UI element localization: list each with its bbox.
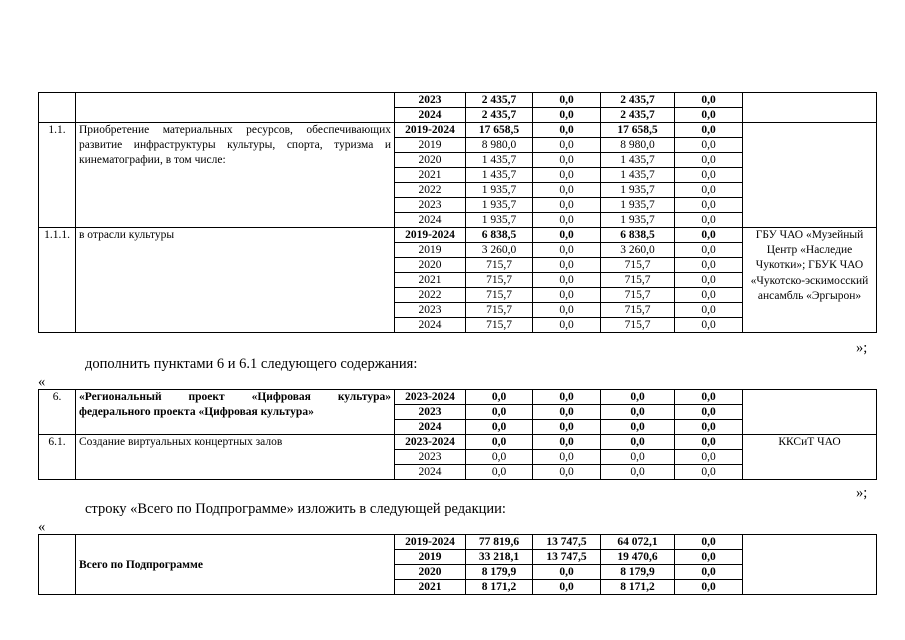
year-cell: 2024 bbox=[395, 420, 466, 435]
total-label: Всего по Подпрограмме bbox=[76, 535, 395, 595]
regional-budget-cell: 19 470,6 bbox=[601, 550, 675, 565]
executor-cell: ГБУ ЧАО «Музейный Центр «Наследие Чукотки»; ГБУК ЧАО «Чукотско-эскимосский ансамбль «Эргырон» bbox=[743, 228, 877, 333]
year-cell: 2019 bbox=[395, 550, 466, 565]
local-budget-cell: 0,0 bbox=[675, 213, 743, 228]
local-budget-cell: 0,0 bbox=[675, 535, 743, 550]
local-budget-cell: 0,0 bbox=[675, 108, 743, 123]
federal-budget-cell: 0,0 bbox=[533, 273, 601, 288]
regional-budget-cell: 8 980,0 bbox=[601, 138, 675, 153]
year-cell: 2019 bbox=[395, 243, 466, 258]
local-budget-cell: 0,0 bbox=[675, 243, 743, 258]
table-row bbox=[39, 435, 877, 450]
year-cell: 2021 bbox=[395, 168, 466, 183]
opening-quote-2: « bbox=[38, 519, 46, 535]
total-cell: 0,0 bbox=[466, 450, 533, 465]
amendment-paragraph-1: дополнить пунктами 6 и 6.1 следующего содержания: bbox=[85, 356, 418, 372]
federal-budget-cell: 0,0 bbox=[533, 153, 601, 168]
executor-cell: ККСиТ ЧАО bbox=[743, 435, 877, 480]
year-cell: 2020 bbox=[395, 153, 466, 168]
total-cell: 1 935,7 bbox=[466, 183, 533, 198]
local-budget-cell: 0,0 bbox=[675, 198, 743, 213]
total-cell: 2 435,7 bbox=[466, 93, 533, 108]
year-cell: 2021 bbox=[395, 580, 466, 595]
regional-budget-cell: 8 171,2 bbox=[601, 580, 675, 595]
year-cell: 2023 bbox=[395, 198, 466, 213]
federal-budget-cell: 0,0 bbox=[533, 405, 601, 420]
regional-budget-cell: 1 435,7 bbox=[601, 153, 675, 168]
item-name: «Региональный проект «Цифровая культура» федерального проекта «Цифровая культура» bbox=[76, 390, 395, 435]
federal-budget-cell: 13 747,5 bbox=[533, 535, 601, 550]
regional-budget-cell: 6 838,5 bbox=[601, 228, 675, 243]
closing-quote-2: »; bbox=[856, 485, 868, 501]
regional-budget-cell: 1 935,7 bbox=[601, 183, 675, 198]
total-cell: 17 658,5 bbox=[466, 123, 533, 138]
regional-budget-cell: 0,0 bbox=[601, 420, 675, 435]
total-cell: 715,7 bbox=[466, 318, 533, 333]
local-budget-cell: 0,0 bbox=[675, 405, 743, 420]
year-cell: 2020 bbox=[395, 565, 466, 580]
item-number: 6.1. bbox=[39, 435, 76, 480]
item-name: в отрасли культуры bbox=[76, 228, 395, 333]
total-cell: 715,7 bbox=[466, 258, 533, 273]
federal-budget-cell: 0,0 bbox=[533, 168, 601, 183]
executor-cell bbox=[743, 123, 877, 228]
year-cell: 2022 bbox=[395, 288, 466, 303]
year-cell: 2019-2024 bbox=[395, 228, 466, 243]
program-table-total bbox=[38, 534, 877, 595]
year-cell: 2021 bbox=[395, 273, 466, 288]
total-cell: 2 435,7 bbox=[466, 108, 533, 123]
item-name: Приобретение материальных ресурсов, обеспечивающих развитие инфраструктуры культуры, спорта, туризма и кинематографии, в том числе: bbox=[76, 123, 395, 228]
year-cell: 2023-2024 bbox=[395, 390, 466, 405]
federal-budget-cell: 0,0 bbox=[533, 420, 601, 435]
table-row bbox=[39, 123, 877, 138]
total-cell: 6 838,5 bbox=[466, 228, 533, 243]
local-budget-cell: 0,0 bbox=[675, 228, 743, 243]
year-cell: 2020 bbox=[395, 258, 466, 273]
local-budget-cell: 0,0 bbox=[675, 318, 743, 333]
year-cell: 2023 bbox=[395, 405, 466, 420]
total-cell: 715,7 bbox=[466, 288, 533, 303]
total-cell: 0,0 bbox=[466, 435, 533, 450]
total-cell: 715,7 bbox=[466, 303, 533, 318]
local-budget-cell: 0,0 bbox=[675, 153, 743, 168]
federal-budget-cell: 0,0 bbox=[533, 580, 601, 595]
regional-budget-cell: 64 072,1 bbox=[601, 535, 675, 550]
regional-budget-cell: 715,7 bbox=[601, 303, 675, 318]
total-cell: 0,0 bbox=[466, 390, 533, 405]
year-cell: 2024 bbox=[395, 213, 466, 228]
total-cell: 0,0 bbox=[466, 405, 533, 420]
item-name bbox=[76, 93, 395, 123]
total-cell: 33 218,1 bbox=[466, 550, 533, 565]
local-budget-cell: 0,0 bbox=[675, 450, 743, 465]
regional-budget-cell: 715,7 bbox=[601, 318, 675, 333]
federal-budget-cell: 0,0 bbox=[533, 108, 601, 123]
federal-budget-cell: 0,0 bbox=[533, 183, 601, 198]
federal-budget-cell: 0,0 bbox=[533, 465, 601, 480]
total-cell: 1 435,7 bbox=[466, 168, 533, 183]
local-budget-cell: 0,0 bbox=[675, 123, 743, 138]
total-cell: 0,0 bbox=[466, 465, 533, 480]
local-budget-cell: 0,0 bbox=[675, 565, 743, 580]
item-name: Создание виртуальных концертных залов bbox=[76, 435, 395, 480]
opening-quote-1: « bbox=[38, 374, 46, 390]
local-budget-cell: 0,0 bbox=[675, 550, 743, 565]
item-number: 1.1. bbox=[39, 123, 76, 228]
year-cell: 2024 bbox=[395, 465, 466, 480]
local-budget-cell: 0,0 bbox=[675, 435, 743, 450]
federal-budget-cell: 0,0 bbox=[533, 93, 601, 108]
total-cell: 3 260,0 bbox=[466, 243, 533, 258]
regional-budget-cell: 3 260,0 bbox=[601, 243, 675, 258]
local-budget-cell: 0,0 bbox=[675, 273, 743, 288]
local-budget-cell: 0,0 bbox=[675, 138, 743, 153]
local-budget-cell: 0,0 bbox=[675, 390, 743, 405]
program-table-part1 bbox=[38, 92, 877, 333]
regional-budget-cell: 1 935,7 bbox=[601, 198, 675, 213]
federal-budget-cell: 0,0 bbox=[533, 435, 601, 450]
table-row bbox=[39, 228, 877, 243]
local-budget-cell: 0,0 bbox=[675, 258, 743, 273]
year-cell: 2023 bbox=[395, 450, 466, 465]
total-cell: 8 179,9 bbox=[466, 565, 533, 580]
regional-budget-cell: 17 658,5 bbox=[601, 123, 675, 138]
year-cell: 2023-2024 bbox=[395, 435, 466, 450]
federal-budget-cell: 0,0 bbox=[533, 213, 601, 228]
year-cell: 2019-2024 bbox=[395, 535, 466, 550]
federal-budget-cell: 0,0 bbox=[533, 258, 601, 273]
regional-budget-cell: 0,0 bbox=[601, 450, 675, 465]
local-budget-cell: 0,0 bbox=[675, 288, 743, 303]
federal-budget-cell: 0,0 bbox=[533, 450, 601, 465]
amendment-paragraph-2: строку «Всего по Подпрограмме» изложить в следующей редакции: bbox=[85, 501, 506, 517]
table-row bbox=[39, 93, 877, 108]
regional-budget-cell: 0,0 bbox=[601, 390, 675, 405]
table-row bbox=[39, 535, 877, 550]
federal-budget-cell: 0,0 bbox=[533, 288, 601, 303]
local-budget-cell: 0,0 bbox=[675, 93, 743, 108]
total-cell: 1 935,7 bbox=[466, 198, 533, 213]
total-cell: 1 435,7 bbox=[466, 153, 533, 168]
federal-budget-cell: 0,0 bbox=[533, 390, 601, 405]
federal-budget-cell: 0,0 bbox=[533, 243, 601, 258]
table-row bbox=[39, 390, 877, 405]
local-budget-cell: 0,0 bbox=[675, 168, 743, 183]
federal-budget-cell: 0,0 bbox=[533, 303, 601, 318]
item-number: 6. bbox=[39, 390, 76, 435]
year-cell: 2023 bbox=[395, 93, 466, 108]
federal-budget-cell: 0,0 bbox=[533, 138, 601, 153]
closing-quote-1: »; bbox=[856, 340, 868, 356]
regional-budget-cell: 0,0 bbox=[601, 405, 675, 420]
federal-budget-cell: 0,0 bbox=[533, 123, 601, 138]
regional-budget-cell: 8 179,9 bbox=[601, 565, 675, 580]
total-cell: 8 171,2 bbox=[466, 580, 533, 595]
federal-budget-cell: 0,0 bbox=[533, 318, 601, 333]
year-cell: 2024 bbox=[395, 108, 466, 123]
year-cell: 2019-2024 bbox=[395, 123, 466, 138]
regional-budget-cell: 1 435,7 bbox=[601, 168, 675, 183]
year-cell: 2023 bbox=[395, 303, 466, 318]
total-cell: 1 935,7 bbox=[466, 213, 533, 228]
item-number bbox=[39, 535, 76, 595]
federal-budget-cell: 13 747,5 bbox=[533, 550, 601, 565]
local-budget-cell: 0,0 bbox=[675, 183, 743, 198]
year-cell: 2022 bbox=[395, 183, 466, 198]
executor-cell bbox=[743, 535, 877, 595]
year-cell: 2019 bbox=[395, 138, 466, 153]
regional-budget-cell: 2 435,7 bbox=[601, 93, 675, 108]
year-cell: 2024 bbox=[395, 318, 466, 333]
local-budget-cell: 0,0 bbox=[675, 420, 743, 435]
regional-budget-cell: 0,0 bbox=[601, 465, 675, 480]
executor-cell bbox=[743, 390, 877, 435]
local-budget-cell: 0,0 bbox=[675, 465, 743, 480]
federal-budget-cell: 0,0 bbox=[533, 228, 601, 243]
item-number: 1.1.1. bbox=[39, 228, 76, 333]
executor-cell bbox=[743, 93, 877, 123]
local-budget-cell: 0,0 bbox=[675, 580, 743, 595]
regional-budget-cell: 1 935,7 bbox=[601, 213, 675, 228]
program-table-part2 bbox=[38, 389, 877, 480]
total-cell: 8 980,0 bbox=[466, 138, 533, 153]
total-cell: 77 819,6 bbox=[466, 535, 533, 550]
local-budget-cell: 0,0 bbox=[675, 303, 743, 318]
total-cell: 0,0 bbox=[466, 420, 533, 435]
federal-budget-cell: 0,0 bbox=[533, 198, 601, 213]
regional-budget-cell: 2 435,7 bbox=[601, 108, 675, 123]
regional-budget-cell: 715,7 bbox=[601, 288, 675, 303]
regional-budget-cell: 715,7 bbox=[601, 258, 675, 273]
total-cell: 715,7 bbox=[466, 273, 533, 288]
item-number bbox=[39, 93, 76, 123]
regional-budget-cell: 715,7 bbox=[601, 273, 675, 288]
federal-budget-cell: 0,0 bbox=[533, 565, 601, 580]
regional-budget-cell: 0,0 bbox=[601, 435, 675, 450]
